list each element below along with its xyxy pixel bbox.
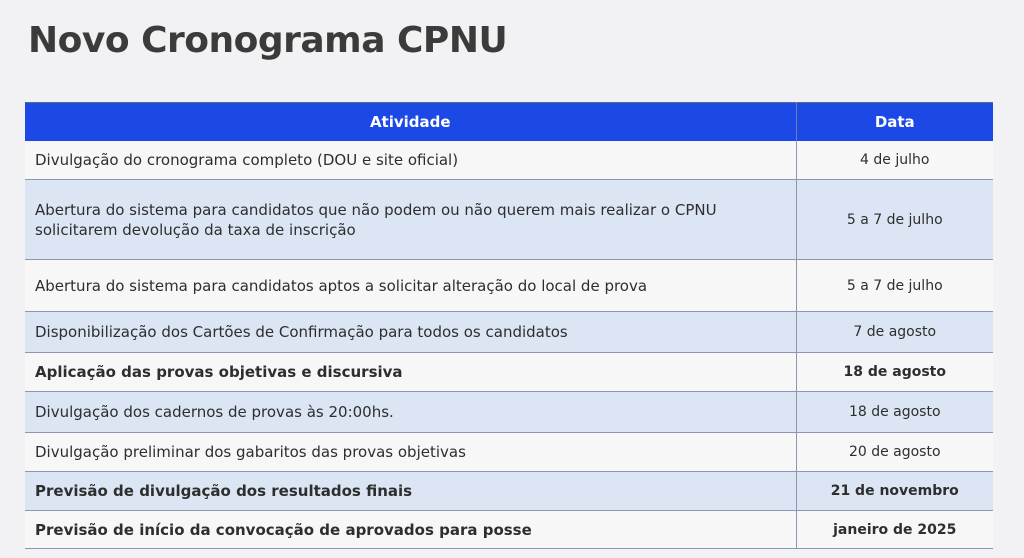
table-header-row <box>25 103 993 142</box>
header-activity: Atividade <box>25 103 796 142</box>
table-row <box>25 472 993 511</box>
date-cell: 18 de agosto <box>796 392 993 433</box>
activity-cell: Previsão de divulgação dos resultados finais <box>25 472 796 511</box>
header-date: Data <box>796 103 993 142</box>
date-cell: 5 a 7 de julho <box>796 260 993 312</box>
activity-cell: Abertura do sistema para candidatos aptos a solicitar alteração do local de prova <box>25 260 796 312</box>
schedule-table <box>25 102 993 549</box>
activity-cell: Divulgação preliminar dos gabaritos das provas objetivas <box>25 433 796 472</box>
activity-cell: Abertura do sistema para candidatos que não podem ou não querem mais realizar o CPNU solicitarem devolução da taxa de inscrição <box>25 180 796 260</box>
activity-cell: Previsão de início da convocação de aprovados para posse <box>25 511 796 549</box>
activity-cell: Disponibilização dos Cartões de Confirmação para todos os candidatos <box>25 312 796 353</box>
table-row <box>25 353 993 392</box>
table-row <box>25 511 993 549</box>
activity-cell: Divulgação do cronograma completo (DOU e site oficial) <box>25 141 796 180</box>
activity-cell: Aplicação das provas objetivas e discursiva <box>25 353 796 392</box>
table-row <box>25 141 993 180</box>
page-title: Novo Cronograma CPNU <box>28 20 508 61</box>
date-cell: 18 de agosto <box>796 353 993 392</box>
table-row <box>25 260 993 312</box>
table-row <box>25 312 993 353</box>
activity-cell: Divulgação dos cadernos de provas às 20:00hs. <box>25 392 796 433</box>
table-row <box>25 433 993 472</box>
date-cell: 21 de novembro <box>796 472 993 511</box>
date-cell: 7 de agosto <box>796 312 993 353</box>
date-cell: 4 de julho <box>796 141 993 180</box>
table-row <box>25 180 993 260</box>
table-row <box>25 392 993 433</box>
date-cell: janeiro de 2025 <box>796 511 993 549</box>
date-cell: 5 a 7 de julho <box>796 180 993 260</box>
date-cell: 20 de agosto <box>796 433 993 472</box>
